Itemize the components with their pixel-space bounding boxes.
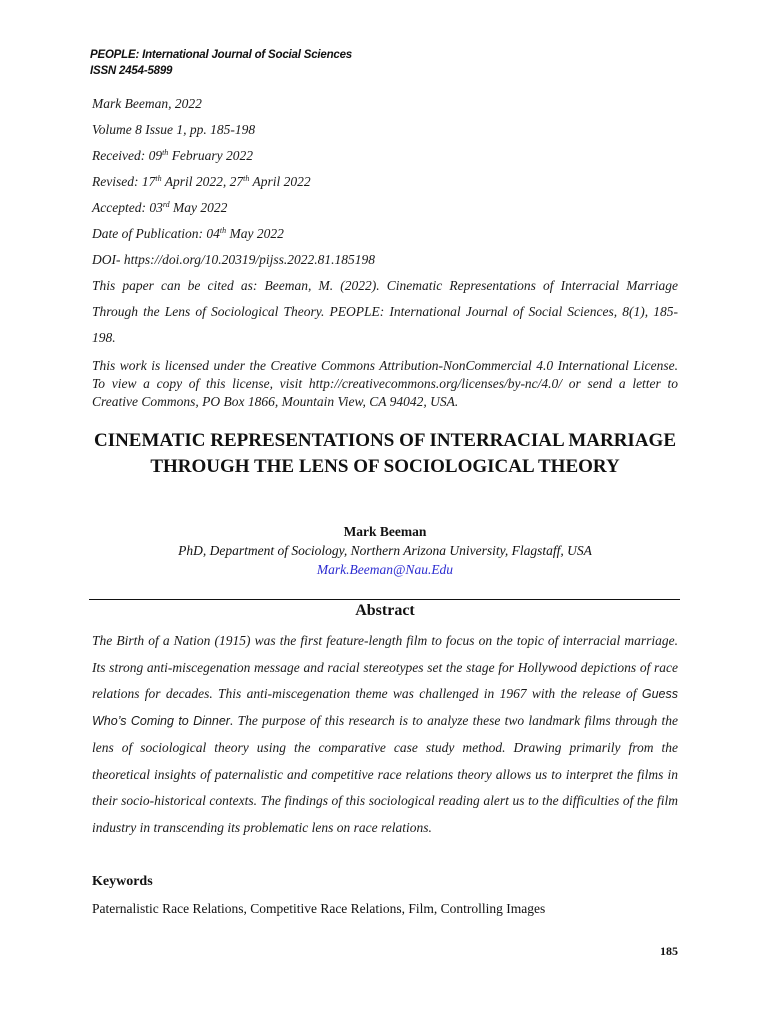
paper-title: CINEMATIC REPRESENTATIONS OF INTERRACIAL MARRIAGE THROUGH THE LENS OF SOCIOLOGICAL THEORY [93,430,677,477]
journal-name: PEOPLE: International Journal of Social Sciences [90,49,352,61]
publication-date: Date of Publication: 04th May 2022 [92,226,284,241]
keywords-text: Paternalistic Race Relations, Competitive Race Relations, Film, Controlling Images [92,901,546,916]
film-title: Guess Who’s Coming to Dinner [92,687,678,729]
author-name: Mark Beeman [343,524,427,539]
citation-text: This paper can be cited as: Beeman, M. (2022). Cinematic Representations of Interracial Marriage Through the Lens of Sociological Theory. PEOPLE: International Journal of Social Sciences, 8(1), 185-198. [92,278,678,345]
license-text: This work is licensed under the Creative Commons Attribution-NonCommercial 4.0 International License. To view a copy of this license, visit http://creativecommons.org/licenses/by-nc/4.0/ or send a letter to Creative Commons, PO Box 1866, Mountain View, CA 94042, USA. [92,358,678,409]
section-divider [89,599,680,600]
author-affiliation: PhD, Department of Sociology, Northern Arizona University, Flagstaff, USA [178,543,592,558]
abstract-text: The Birth of a Nation (1915) was the first feature-length film to focus on the topic of interracial marriage. Its strong anti-miscegenation message and racial stereotypes set the stage for Hollywood depictions of race relations for decades. This anti-miscegenation theme was challenged in 1967 with the release of Guess Who’s Coming to Dinner. The purpose of this research is to analyze these two landmark films through the lens of sociological theory using the comparative case study method. Drawing primarily from the theoretical insights of paternalistic and competitive race relations theory allows us to interpret the films in their socio-historical contexts. The findings of this sociological reading alert us to the difficulties of the film industry in transcending its problematic lens on race relations. [92,633,678,835]
abstract-heading: Abstract [355,602,415,619]
volume-info: Volume 8 Issue 1, pp. 185-198 [92,122,256,137]
doi-link[interactable]: DOI- https://doi.org/10.20319/pijss.2022.81.185198 [92,252,376,267]
author-block [92,522,678,579]
revised-date: Revised: 17th April 2022, 27th April 2022 [92,174,311,189]
journal-header [90,47,352,79]
received-date: Received: 09th February 2022 [92,148,254,163]
accepted-date: Accepted: 03rd May 2022 [92,200,228,215]
article-metadata [92,94,678,411]
page-number: 185 [660,944,678,958]
keywords-heading: Keywords [92,874,153,889]
author-email-link[interactable]: Mark.Beeman@Nau.Edu [316,562,454,577]
journal-issn: ISSN 2454-5899 [90,65,173,77]
author-year: Mark Beeman, 2022 [92,96,202,111]
